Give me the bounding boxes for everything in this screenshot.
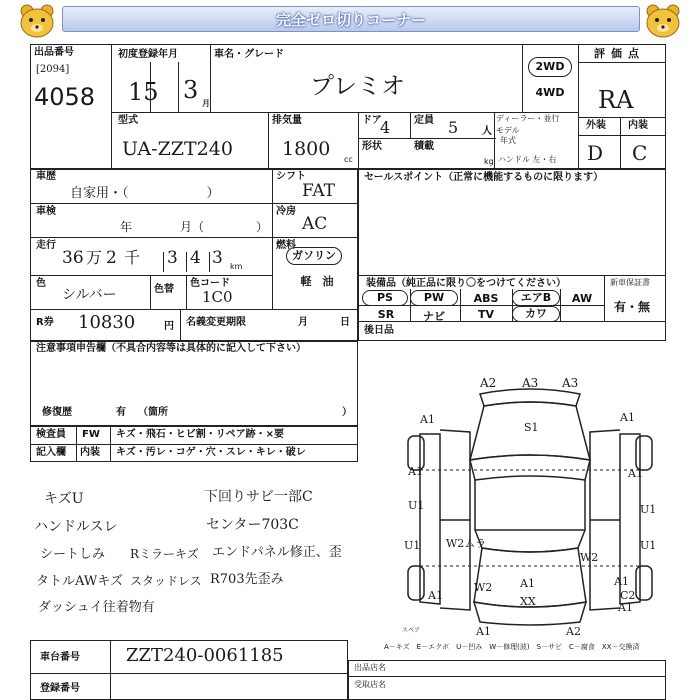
mileage-unit-man: 万	[86, 248, 103, 267]
remark-mid-3: Rミラーキズ	[130, 547, 199, 561]
exterior-grade: D	[587, 141, 604, 165]
bear-mascot-icon	[14, 2, 60, 40]
color-value: シルバー	[62, 287, 117, 303]
exterior-label: 外装	[586, 120, 606, 131]
mark-left-5: W2	[474, 581, 493, 594]
model-name: プレミオ	[310, 72, 406, 100]
rear-seat-label: 後日品	[364, 325, 394, 336]
displacement-value: 1800	[282, 138, 331, 160]
registration-year: 15	[128, 78, 159, 106]
chassis-number: ZZT240-0061185	[126, 645, 284, 666]
handle-label: ハンドル 左・右	[498, 155, 557, 164]
model-year-label2: 年式	[500, 136, 516, 145]
repair-value: 有	[116, 407, 126, 418]
corner-banner	[62, 6, 640, 32]
inspector-fw: FW	[82, 429, 100, 440]
shop-frame	[348, 660, 666, 700]
mark-right-6: A1	[614, 575, 629, 588]
km-unit: km	[230, 262, 243, 271]
model-year-label1: モデル	[496, 126, 520, 135]
mark-right-8: A1	[618, 601, 633, 614]
remark-left-4: タトルAWキズ	[36, 574, 123, 589]
mark-left-3: U1	[408, 499, 425, 512]
rating-score: RA	[598, 86, 634, 114]
shift-label: シフト	[276, 171, 306, 182]
repair-label: 修復歴	[42, 407, 72, 418]
drive-4wd: 4WD	[535, 86, 565, 99]
doors-label: ドア	[362, 115, 382, 126]
inspection-close: ）	[256, 220, 269, 234]
mark-left-4: U1	[404, 539, 421, 552]
mark-right-2: A1	[628, 467, 643, 480]
model-label: 車名・グレード	[214, 49, 284, 60]
reserve-label: 新車保証書	[610, 278, 650, 287]
inspection-month: 月（	[180, 220, 205, 234]
damage-legend: A－キズ E－エクボ U－凹み W－修理(波) S－サビ C－腐食 XX－交換済	[384, 643, 640, 651]
receiver-label: 受取店名	[354, 680, 386, 689]
aircon-label: 冷房	[276, 206, 296, 217]
inspector-row2: キズ・汚レ・コゲ・穴・スレ・キレ・破レ	[116, 447, 306, 458]
bear-mascot-icon	[640, 2, 686, 40]
mark-s1: S1	[524, 421, 539, 434]
mileage-hundreds: 3	[167, 248, 178, 268]
inspector-label: 検査員	[36, 429, 66, 440]
reserve-value: 有・無	[614, 300, 651, 314]
chassis-label: 車台番号	[40, 652, 80, 663]
mark-left-1: A1	[420, 413, 435, 426]
lot-number: 4058	[34, 83, 96, 111]
inspector-row1: キズ・飛石・ヒビ割・リペア跡・×要	[116, 429, 284, 440]
doors-value: 4	[380, 118, 391, 137]
remark-left-3: シートしみ	[40, 547, 106, 562]
capacity-value: 5	[448, 118, 459, 137]
remark-right-1: 下回りサビ一部C	[204, 489, 313, 505]
inspector-interior: 内装	[80, 447, 100, 458]
inspection-label: 車検	[36, 206, 56, 217]
load-label: 積載	[414, 141, 434, 152]
mark-top-3: A3	[562, 376, 579, 390]
equip-airbag: エアB	[512, 290, 560, 306]
remark-right-4: R703先歪み	[210, 572, 284, 587]
color-label: 色	[36, 278, 46, 289]
equip-ps: PS	[362, 290, 408, 306]
equip-tv: TV	[477, 308, 495, 321]
remark-right-3: エンドパネル修正、歪	[212, 545, 342, 560]
equip-leather: カワ	[512, 306, 560, 322]
type-label: 型式	[118, 115, 138, 126]
remark-left-5: ダッシュイ往着物有	[38, 600, 155, 615]
capacity-label: 定員	[414, 115, 434, 126]
color-code-label: 色コード	[190, 278, 230, 289]
fuel-diesel: 軽 油	[300, 275, 334, 288]
entry-label: 記入欄	[36, 447, 66, 458]
recycle-label: R券	[36, 317, 54, 328]
drive-2wd: 2WD	[528, 57, 572, 77]
color-change-label: 色替	[154, 284, 174, 295]
interior-grade: C	[632, 141, 648, 165]
equip-pw: PW	[410, 290, 458, 306]
repair-bracket-left: （箇所	[138, 407, 168, 418]
mark-trunk: A1	[520, 577, 535, 590]
mark-spare: スペア	[402, 627, 421, 634]
mark-left-6: A1	[428, 589, 443, 602]
equip-navi: ナビ	[423, 310, 445, 323]
remark-mid-4: スタッドレス	[130, 574, 202, 588]
plate-label: 登録番号	[40, 683, 80, 694]
notes-label: 注意事項申告欄（不具合内容等は具体的に記入して下さい）	[36, 343, 306, 354]
type-value: UA-ZZT240	[122, 138, 233, 160]
mark-top-1: A2	[480, 376, 497, 390]
mileage-label: 走行	[36, 240, 56, 251]
usage-label: 車歴	[36, 171, 56, 182]
remark-right-2: センター703C	[206, 517, 299, 533]
mileage-man: 36	[62, 248, 84, 268]
color-code: 1C0	[202, 288, 233, 306]
tax-day: 日	[340, 317, 350, 328]
registration-month: 3	[183, 76, 199, 104]
mark-right-7: C2	[620, 589, 636, 602]
remark-left-1: キズU	[44, 491, 84, 507]
tax-month: 月	[298, 317, 308, 328]
mark-trunk-xx: XX	[520, 595, 536, 608]
tax-label: 名義変更期限	[186, 317, 246, 328]
repair-bracket-right: ）	[342, 407, 352, 418]
recycle-value: 10830	[78, 312, 136, 333]
rating-label: 評価点	[594, 47, 645, 60]
registration-label: 初度登録年月	[118, 49, 178, 60]
displacement-label: 排気量	[272, 115, 302, 126]
mark-left-2: A1	[408, 465, 423, 478]
mark-right-4: U1	[640, 539, 657, 552]
mark-bottom-2: A2	[566, 625, 581, 638]
aircon-value: AC	[302, 214, 328, 234]
mark-w2-uneven: W2ムラ	[446, 537, 487, 550]
mark-bottom-1: A1	[476, 625, 491, 638]
mileage-tens: 4	[190, 248, 201, 268]
equip-aw: AW	[571, 292, 593, 305]
shape-label: 形状	[362, 141, 382, 152]
mileage-ones: 3	[212, 248, 223, 268]
fuel-label: 燃料	[276, 240, 296, 251]
fuel-gasoline: ガソリン	[286, 247, 342, 265]
usage-value: 自家用・（ ）	[70, 186, 220, 201]
lot-code: [2094]	[36, 64, 70, 75]
sales-points-label: セールスポイント（正常に機能するものに限ります）	[364, 172, 604, 183]
remark-left-2: ハンドルスレ	[34, 519, 118, 535]
seller-label: 出品店名	[354, 663, 386, 672]
banner-title: 完全ゼロ切りコーナー	[275, 11, 426, 29]
mileage-unit-sen: 千	[124, 248, 141, 267]
inspection-year: 年	[120, 220, 133, 234]
load-unit: kg	[484, 157, 494, 166]
equipment-label: 装備品（純正品に限り〇をつけてください）	[366, 278, 566, 289]
mark-right-1: A1	[620, 411, 635, 424]
month-unit: 月	[202, 99, 210, 108]
equip-abs: ABS	[473, 292, 499, 305]
mark-right-5: W2	[580, 551, 599, 564]
cc-unit: cc	[344, 155, 353, 164]
interior-label: 内装	[628, 120, 648, 131]
equip-sr: SR	[377, 308, 395, 321]
shift-value: FAT	[302, 181, 336, 201]
mark-top-2: A3	[522, 376, 539, 390]
dealer-label: ディーラー・並行	[496, 114, 560, 123]
capacity-unit: 人	[482, 126, 492, 137]
mark-right-3: U1	[640, 503, 657, 516]
recycle-unit: 円	[164, 321, 174, 332]
mileage-sen: 2	[106, 248, 117, 268]
lot-label: 出品番号	[34, 47, 74, 58]
